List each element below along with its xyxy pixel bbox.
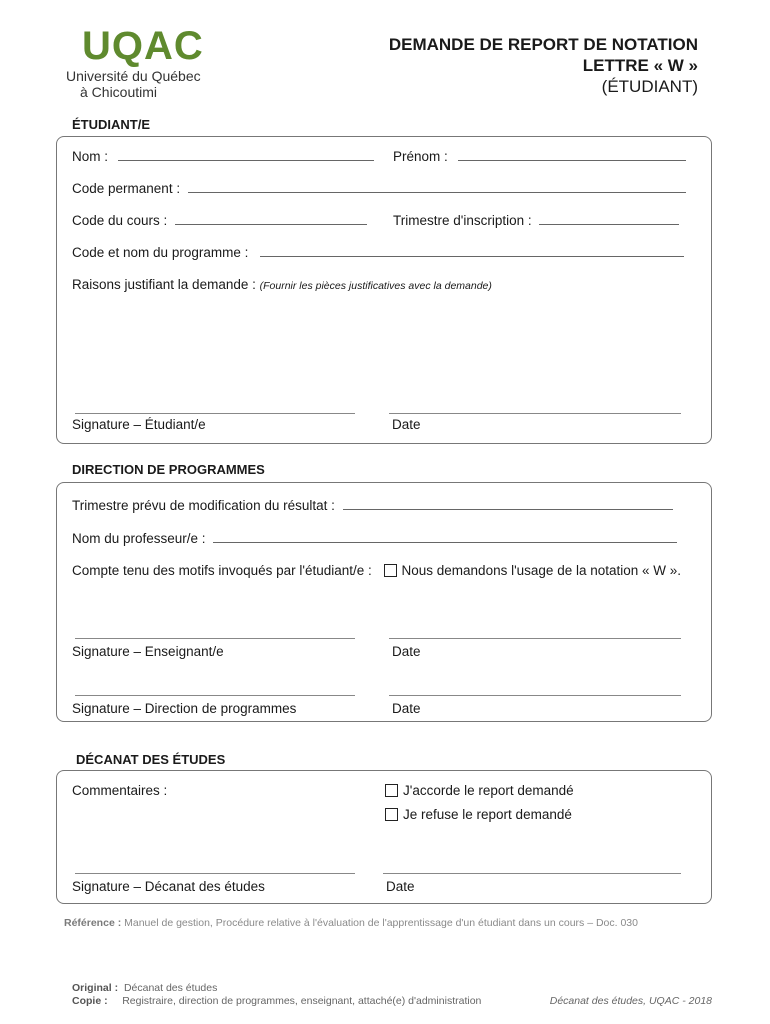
code-permanent-label: Code permanent :: [72, 181, 181, 196]
original-value: Décanat des études: [123, 982, 218, 994]
title-line-1: DEMANDE DE REPORT DE NOTATION: [388, 35, 698, 54]
demandons-checkbox[interactable]: [384, 564, 397, 577]
decanat-section-box: [56, 770, 712, 904]
reference-label: Référence :: [64, 917, 122, 929]
nom-field[interactable]: [72, 149, 374, 164]
student-date-line[interactable]: [389, 413, 681, 414]
decanat-section-title: DÉCANAT DES ÉTUDES: [76, 752, 226, 767]
code-cours-blank[interactable]: [175, 213, 367, 225]
direction-signature-label: Signature – Direction de programmes: [72, 701, 297, 716]
original-label: Original :: [72, 982, 119, 994]
trimestre-prevu-label: Trimestre prévu de modification du résultat :: [72, 498, 335, 513]
refuse-option[interactable]: [385, 807, 572, 822]
trimestre-label: Trimestre d'inscription :: [393, 213, 532, 228]
trimestre-blank[interactable]: [539, 213, 679, 225]
title-line-3: (ÉTUDIANT): [601, 77, 698, 96]
refuse-checkbox[interactable]: [385, 808, 398, 821]
prenom-label: Prénom :: [393, 149, 448, 164]
raisons-label: Raisons justifiant la demande :: [72, 277, 256, 292]
commentaires-label: Commentaires :: [72, 783, 168, 798]
enseignant-date-label: Date: [392, 644, 421, 659]
decanat-date-line[interactable]: [383, 873, 681, 874]
raisons-field[interactable]: [72, 277, 492, 292]
student-section-box: [56, 136, 712, 444]
demandons-label: Nous demandons l'usage de la notation « W ».: [401, 563, 682, 578]
direction-section-box: [56, 482, 712, 722]
refuse-label: Je refuse le report demandé: [403, 807, 572, 822]
accorde-label: J'accorde le report demandé: [403, 783, 574, 798]
uqac-logo: [66, 26, 226, 100]
professeur-blank[interactable]: [213, 531, 677, 543]
raisons-note: (Fournir les pièces justificatives avec la demande): [259, 280, 492, 292]
copie-label: Copie :: [72, 995, 108, 1007]
trimestre-prevu-field[interactable]: [72, 498, 673, 513]
accorde-checkbox[interactable]: [385, 784, 398, 797]
code-permanent-blank[interactable]: [188, 181, 686, 193]
enseignant-date-line[interactable]: [389, 638, 681, 639]
code-cours-label: Code du cours :: [72, 213, 168, 228]
decanat-date-label: Date: [386, 879, 415, 894]
logo-line-1: Université du Québec: [66, 68, 201, 84]
nom-blank[interactable]: [118, 149, 374, 161]
code-permanent-field[interactable]: [72, 181, 686, 196]
compte-tenu-label: Compte tenu des motifs invoqués par l'étudiant/e :: [72, 563, 372, 578]
code-cours-field[interactable]: [72, 213, 367, 228]
professeur-field[interactable]: [72, 531, 677, 546]
copie-value: Registraire, direction de programmes, enseignant, attaché(e) d'administration: [122, 995, 482, 1007]
footer-original: [72, 982, 217, 994]
reference-text: Manuel de gestion, Procédure relative à l'évaluation de l'apprentissage d'un étudiant dans un cours – Doc. 030: [124, 917, 638, 929]
direction-signature-line[interactable]: [75, 695, 355, 696]
footer-right: Décanat des études, UQAC - 2018: [549, 995, 712, 1007]
professeur-label: Nom du professeur/e :: [72, 531, 206, 546]
decanat-signature-label: Signature – Décanat des études: [72, 879, 265, 894]
accorde-option[interactable]: [385, 783, 574, 798]
logo-mark: UQAC: [82, 24, 204, 68]
enseignant-signature-line[interactable]: [75, 638, 355, 639]
decanat-signature-line[interactable]: [75, 873, 355, 874]
enseignant-signature-label: Signature – Enseignant/e: [72, 644, 224, 659]
programme-label: Code et nom du programme :: [72, 245, 249, 260]
trimestre-field[interactable]: [393, 213, 679, 228]
reference-note: [64, 917, 638, 929]
direction-date-label: Date: [392, 701, 421, 716]
programme-field[interactable]: [72, 245, 684, 260]
prenom-field[interactable]: [393, 149, 686, 164]
direction-section-title: DIRECTION DE PROGRAMMES: [72, 462, 265, 477]
student-signature-label: Signature – Étudiant/e: [72, 417, 206, 432]
form-title: [389, 34, 698, 97]
logo-line-2: à Chicoutimi: [80, 84, 158, 100]
student-signature-line[interactable]: [75, 413, 355, 414]
student-date-label: Date: [392, 417, 421, 432]
title-line-2: LETTRE « W »: [582, 56, 698, 75]
compte-tenu-row: [72, 563, 681, 578]
student-section-title: ÉTUDIANT/E: [72, 117, 150, 132]
prenom-blank[interactable]: [458, 149, 686, 161]
nom-label: Nom :: [72, 149, 109, 164]
footer-copie: [72, 995, 481, 1007]
programme-blank[interactable]: [260, 245, 684, 257]
trimestre-prevu-blank[interactable]: [343, 498, 673, 510]
direction-date-line[interactable]: [389, 695, 681, 696]
